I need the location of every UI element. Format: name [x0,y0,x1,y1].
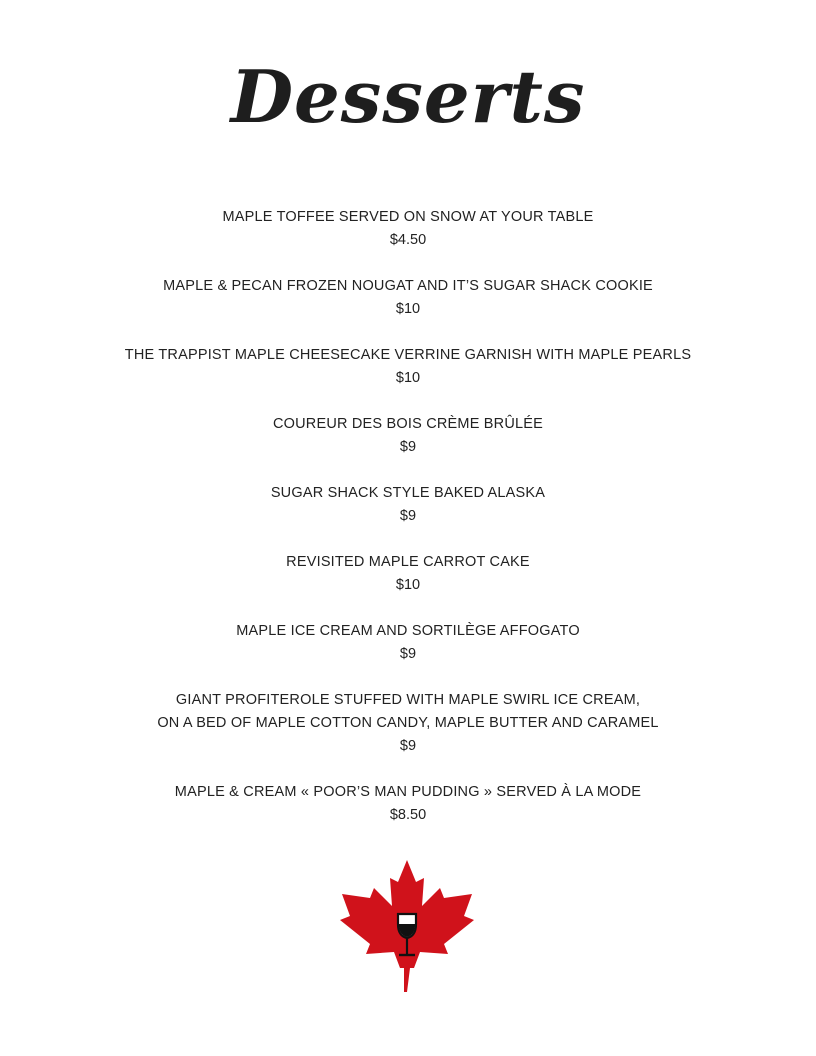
menu-title: Desserts [230,54,586,139]
menu-item [0,620,816,689]
menu-item-name: GIANT PROFITEROLE STUFFED WITH MAPLE SWIRL ICE CREAM, ON A BED OF MAPLE COTTON CANDY, MAPLE BUTTER AND CARAMEL [157,692,659,731]
menu-item-name: REVISITED MAPLE CARROT CAKE [286,554,530,570]
maple-leaf-wine-glass-icon [336,858,478,994]
menu-item-price: $9 [399,646,417,662]
menu-item-price: $9 [399,738,417,754]
menu-item-name: MAPLE & CREAM « POOR’S MAN PUDDING » SERVED À LA MODE [174,784,642,800]
menu-item-price: $9 [399,508,417,524]
menu-item-name: COUREUR DES BOIS CRÈME BRÛLÉE [272,416,544,432]
menu-item-name: MAPLE TOFFEE SERVED ON SNOW AT YOUR TABLE [222,209,594,225]
menu-item [0,206,816,275]
menu-item-name: MAPLE ICE CREAM AND SORTILÈGE AFFOGATO [236,623,580,639]
menu-item-price: $10 [395,577,421,593]
menu-item [0,275,816,344]
menu-item-name: SUGAR SHACK STYLE BAKED ALASKA [270,485,546,501]
dessert-menu-list [0,206,816,850]
menu-item [0,482,816,551]
menu-item [0,413,816,482]
menu-item-price: $9 [399,439,417,455]
menu-item [0,689,816,781]
menu-item-name: THE TRAPPIST MAPLE CHEESECAKE VERRINE GARNISH WITH MAPLE PEARLS [124,347,692,363]
menu-item-price: $4.50 [389,232,427,248]
menu-item-name: MAPLE & PECAN FROZEN NOUGAT AND IT’S SUGAR SHACK COOKIE [163,278,653,294]
menu-item [0,551,816,620]
menu-item-price: $10 [395,370,421,386]
menu-item-price: $8.50 [389,807,427,823]
menu-item [0,781,816,850]
menu-item-price: $10 [395,301,421,317]
menu-item [0,344,816,413]
